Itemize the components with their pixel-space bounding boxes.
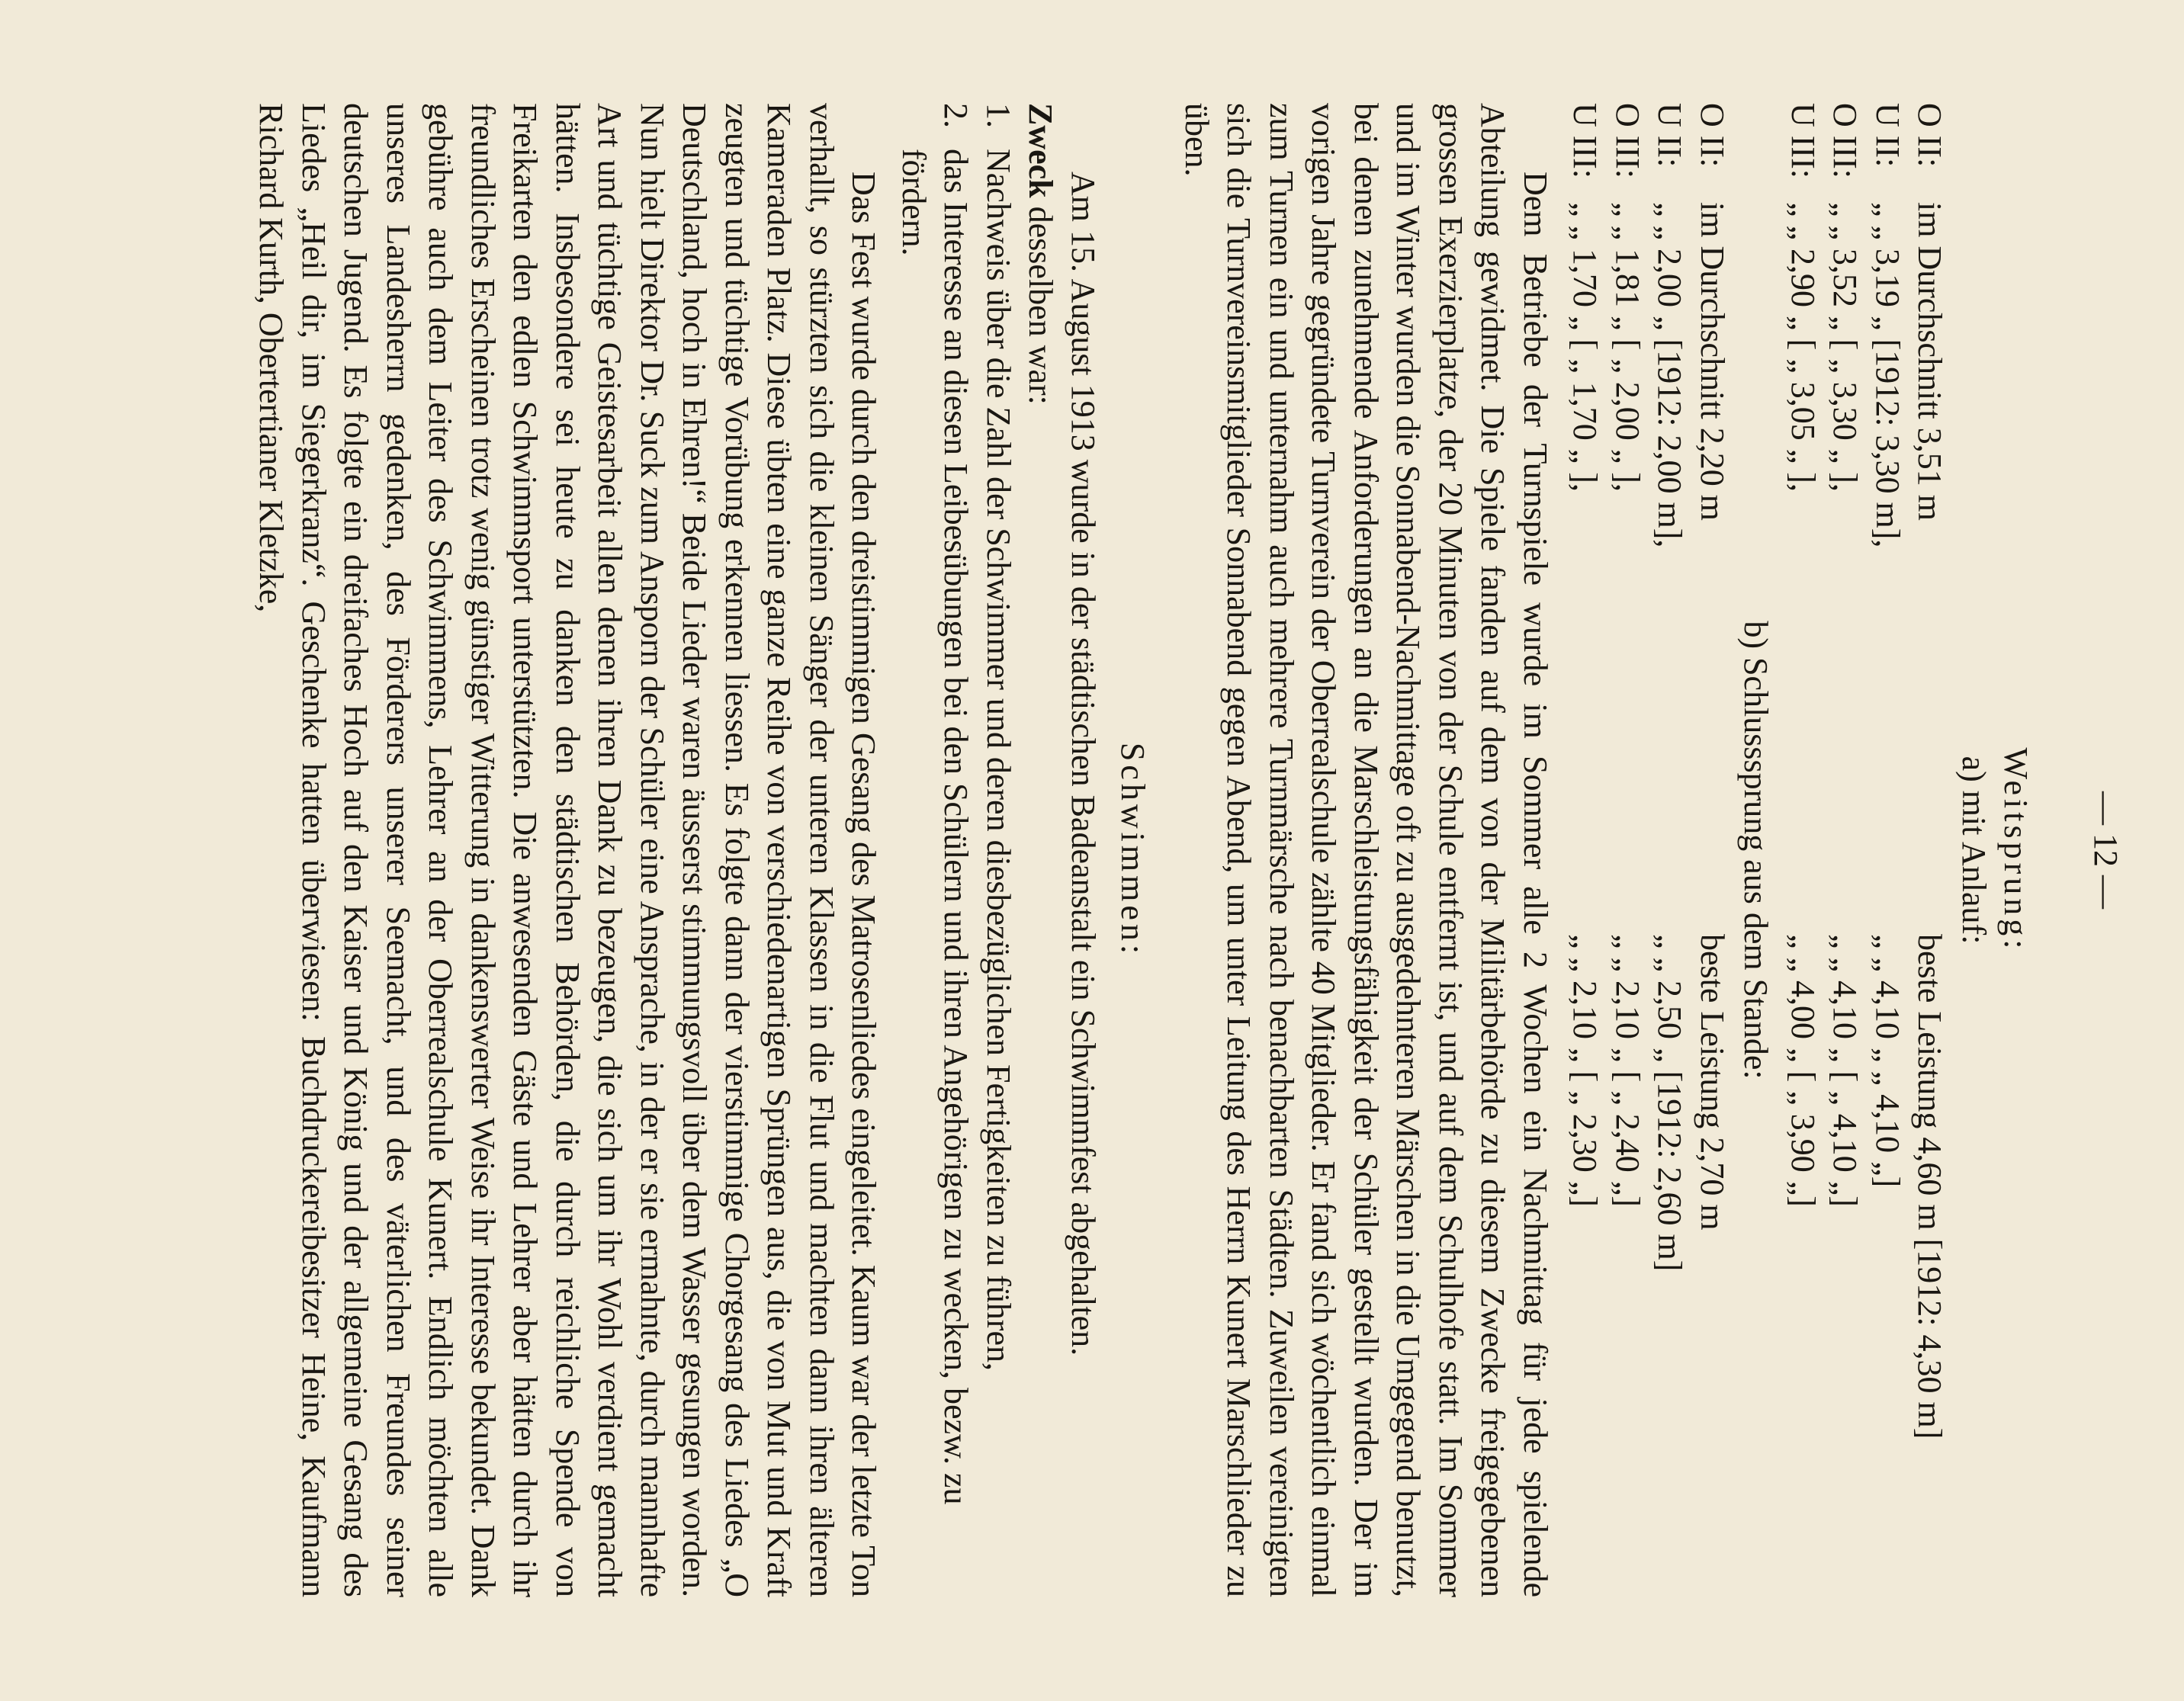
paragraph-schwimmfest: Am 15. August 1913 wurde in der städtischen Badeanstalt ein Schwimmfest abgehalten. — [1065, 172, 1102, 1356]
paragraph-fest: Das Fest wurde durch den dreistimmigen Gesang des Matrosenliedes eingeleitet. Kaum war der letzte Ton verhallt, so stürzten sich die kleinen Sänger der unteren Klassen in die Flut und machten dann ihren älteren Kameraden Platz. Diese übten eine ganze Reihe von verschiedenartigen Sprüngen aus, die von Mut und Kraft zeugten und tüchtige Vorübung erkennen liessen. Es folgte dann der vierstimmige Chorgesang des Liedes „O Deutschland, hoch in Ehren!“ Beide Lieder waren äusserst stimmungsvoll über dem Wasser gesungen worden. Nun hielt Direktor Dr. Suck zum Ansporn der Schüler eine Ansprache, in der er sie ermahnte, durch mannhafte Art und tüchtige Geistesarbeit allen denen ihren Dank zu bezeugen, die sich um ihr Wohl verdient gemacht hätten. Insbesondere sei heute zu danken den städtischen Behörden, die durch reichliche Spende von Freikarten den edlen Schwimmsport unterstützten. Die anwesenden Gäste und Lehrer aber hätten durch ihr freundliches Erscheinen trotz wenig günstiger Witterung in dankenswerter Weise ihr Interesse bekundet. Dank gebühre auch dem Leiter des Schwimmens, Lehrer an der Oberrealschule Kunert. Endlich möchten alle unseres Landesherrn gedenken, des Förderers unserer Seemacht, und des väterlichen Freundes seiner deutschen Jugend. Es folgte ein dreifaches Hoch auf den Kaiser und König und der allgemeine Gesang des Liedes „Heil dir, im Siegerkranz“. Geschenke hatten überwiesen: Buchdruckereibesitzer Heine, Kaufmann Richard Kurth, Obertertianer Kletzke, — [252, 103, 883, 1597]
row-best: „ „ 2,50 „ [1912: 2,60 m] — [1651, 934, 1689, 1272]
row-label: O II: — [1911, 103, 1949, 168]
row-best: „ „ 4,10 „ „ 4,10 „] — [1869, 934, 1906, 1188]
row-best: „ „ 2,10 „ [ „ 2,40 „] — [1609, 934, 1646, 1207]
row-best: „ „ 4,00 „ [ „ 3,90 „] — [1784, 934, 1822, 1207]
row-average: im Durchschnitt 2,20 m — [1694, 202, 1731, 521]
table-row — [1564, 103, 1607, 1597]
zweck-list — [893, 103, 1020, 1597]
table-row — [1607, 103, 1649, 1597]
table-row — [1649, 103, 1691, 1597]
zweck-label: Zweck — [1022, 103, 1060, 198]
heading-mit-anlauf: a) mit Anlauf: — [1955, 756, 1993, 945]
row-label: O III: — [1826, 103, 1864, 178]
row-average: „ „ 1,70 „ [ „ 1,70 „ ], — [1566, 202, 1604, 492]
row-best: beste Leistung 2,70 m — [1694, 934, 1731, 1231]
zweck-line — [1020, 103, 1062, 1597]
section-title-weitsprung: Weitsprung: — [1997, 747, 2035, 953]
row-label: O III: — [1609, 103, 1646, 178]
list-item — [893, 103, 978, 1597]
row-label: U III: — [1784, 103, 1822, 178]
row-average: „ „ 3,52 „ [ „ 3,30 „ ], — [1826, 202, 1864, 492]
row-best: beste Leistung 4,60 m [1912: 4,30 m] — [1911, 934, 1949, 1439]
row-average: „ „ 3,19 „ [1912: 3,30 m], — [1869, 202, 1906, 548]
results-table-anlauf — [1782, 103, 1951, 1597]
table-row — [1691, 103, 1734, 1597]
row-best: „ „ 4,10 „ [ „ 4,10 „] — [1826, 934, 1864, 1207]
list-item-text: Nachweis über die Zahl der Schwimmer und deren diesbezüglichen Fertigkeiten zu führen, — [980, 149, 1017, 1371]
text-block — [250, 103, 2127, 1597]
results-table-schlusssprung — [1564, 103, 1733, 1597]
row-best: „ „ 2,10 „ [ „ 2,30 „] — [1566, 934, 1604, 1207]
row-label: U II: — [1651, 103, 1689, 168]
page-number: — 12 — — [2087, 791, 2125, 909]
row-label: U II: — [1869, 103, 1906, 168]
table-row — [1909, 103, 1951, 1597]
row-average: im Durchschnitt 3,51 m — [1911, 202, 1949, 521]
list-item — [978, 103, 1020, 1597]
list-item-number: 1. — [980, 103, 1017, 128]
row-label: U III: — [1566, 103, 1604, 178]
paragraph-turnspiele: Dem Betriebe der Turnspiele wurde im Sommer alle 2 Wochen ein Nachmittag für jede spielende Abteilung gewidmet. Die Spiele fanden auf dem von der Militärbehörde zu diesem Zwecke freigegebenen grossen Exerzierplatze, der 20 Minuten von der Schule entfernt ist, und auf dem Schulhofe statt. Im Sommer und im Winter wurden die Sonnabend-Nachmittage oft zu ausgedehnteren Märschen in die Umgegend benutzt, bei denen zunehmende Anforderungen an die Marschleistungsfähigkeit der Schüler gestellt wurden. Der im vorigen Jahre gegründete Turnverein der Oberrealschule zählte 40 Mitglieder. Er fand sich wöchentlich einmal zum Turnen ein und unternahm auch mehrere Turnmärsche nach benachbarten Städten. Zuweilen vereinigten sich die Turnvereinsmitglieder Sonnabend gegen Abend, um unter Leitung des Herrn Kunert Marschlieder zu üben. — [1178, 103, 1554, 1597]
heading-schlusssprung: b) Schlusssprung aus dem Stande: — [1737, 621, 1775, 1080]
table-row — [1782, 103, 1825, 1597]
list-item-text: das Interesse an diesen Leibesübungen bei den Schülern und ihren Angehörigen zu wecken, bezw. zu fördern. — [895, 149, 975, 1505]
zweck-rest: desselben war: — [1022, 206, 1060, 405]
row-average: „ „ 2,00 „ [1912: 2,00 m], — [1651, 202, 1689, 548]
row-average: „ „ 2,90 „ [ „ 3,05 „ ], — [1784, 202, 1822, 492]
section-title-schwimmen: Schwimmen: — [1114, 742, 1152, 958]
table-row — [1867, 103, 1909, 1597]
row-label: O II: — [1694, 103, 1731, 168]
list-item-number: 2. — [937, 103, 975, 128]
table-row — [1824, 103, 1867, 1597]
row-average: „ „ 1,81 „ [ „ 2,00 „ ], — [1609, 202, 1646, 492]
